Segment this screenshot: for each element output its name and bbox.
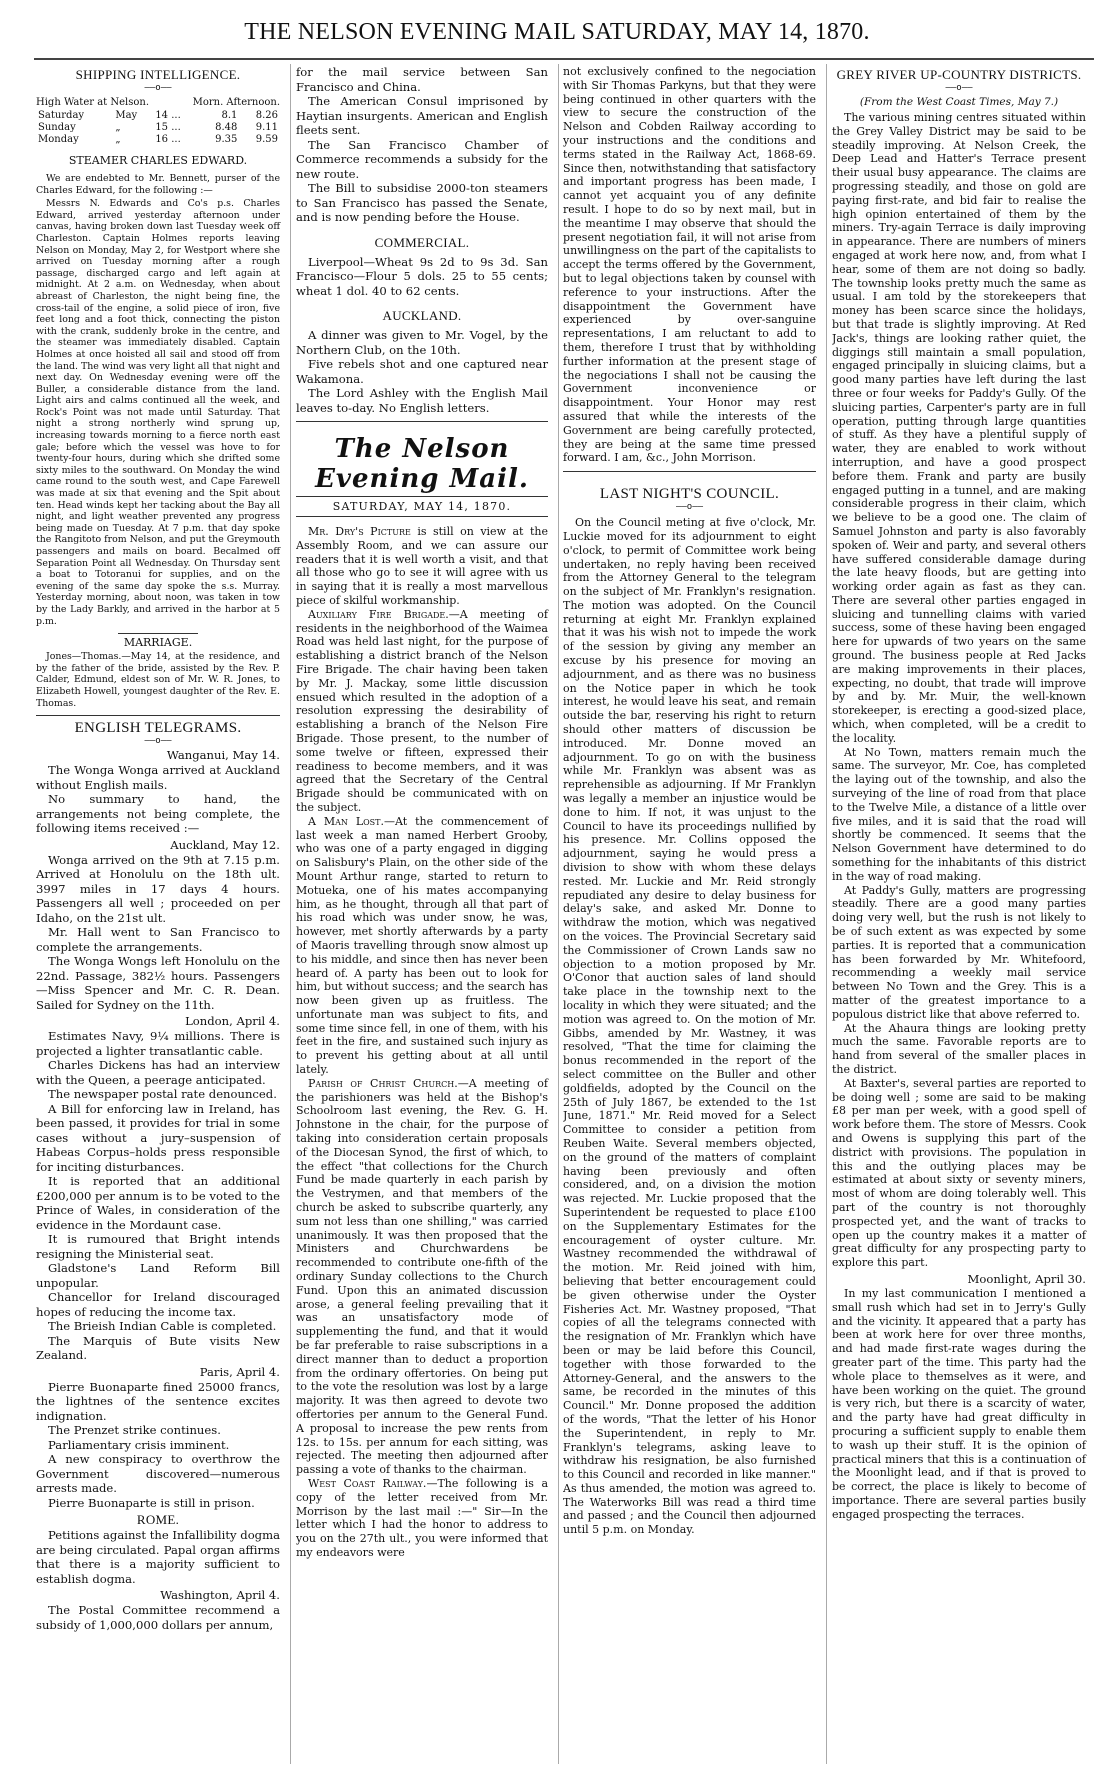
column-1: [36, 65, 288, 1755]
paragraph: At the Ahaura things are looking pretty much the same. Favorable reports are to hand from several of the smaller places in the district.: [832, 1021, 1086, 1076]
tide-month: „: [115, 134, 121, 145]
paragraph: The Wonga Wonga arrived at Auckland without English mails.: [36, 763, 280, 792]
paragraph: [296, 1477, 548, 1560]
grey-river-heading: GREY RIVER UP-COUNTRY DISTRICTS.: [836, 67, 1082, 82]
paragraph: In my last communication I mentioned a small rush which had set in to Jerry's Gully and the vicinity. It appeared that a party has been at work here for over three months, and had made first-rate wages during the greater part of the time. This party had the whole place to themselves as it were, and have been working on the quiet. The ground is very rich, but there is a scarcity of water, and the party have had great difficulty in procuring a sufficient supply to enable them to wash up their stuff. It is the opinion of practical miners that this is a continuation of the Moonlight lead, and if that is proved to be correct, the place is likely to become of importance. There are several parties busily engaged prospecting the terraces.: [832, 1286, 1086, 1521]
lead-in: Parish of Christ Church.: [308, 1076, 458, 1090]
column-3: [563, 65, 824, 1755]
paragraph: The American Consul imprisoned by Haytian insurgents. American and English fleets sent.: [296, 94, 548, 137]
tide-day: Sunday: [38, 122, 76, 133]
masthead-rule: [34, 58, 1094, 60]
paragraph: It is rumoured that Bright intends resigning the Ministerial seat.: [36, 1232, 280, 1261]
ornament: ——o——: [945, 83, 973, 93]
paragraph: [296, 525, 548, 608]
tide-table-header: [36, 97, 280, 108]
paragraph: [296, 1077, 548, 1477]
section-divider: [563, 471, 816, 472]
paragraph: [296, 608, 548, 815]
paragraph: Charles Dickens has had an interview with the Queen, a peerage anticipated.: [36, 1058, 280, 1087]
paragraph: It is reported that an additional £200,000 per annum is to be voted to the Prince of Wales, in consideration of the evidence in the Mordaunt case.: [36, 1174, 280, 1232]
paragraph: Mr. Hall went to San Francisco to complete the arrangements.: [36, 925, 280, 954]
tide-table: [36, 110, 280, 146]
tide-aft: 9.59: [255, 134, 278, 145]
section-divider: [296, 421, 548, 422]
tide-date: 16 ...: [155, 134, 181, 145]
ornament: ——o——: [144, 736, 172, 747]
paragraph: The newspaper postal rate denounced.: [48, 1087, 277, 1102]
paragraph: On the Council meting at five o'clock, Mr. Luckie moved for its adjournment to eight o'clock, to permit of Committee work being undertaken, no reply having been received from the Attorney General to the telegram on the subject of Mr. Franklyn's resignation. The motion was adopted. On the Council returning at eight Mr. Franklyn explained that it was his wish not to impede the work of the session by giving any member an excuse by his presence for moving an adjournment, and as there was no business on the Notice paper in which he took interest, he would leave his seat, and remain outside the bar, reserving his right to return should other matters of discussion be introduced. Mr. Donne moved an adjournment. To go on with the business while Mr. Franklyn was absent was as reprehensible as adjourning. If Mr Franklyn was legally a member an injustice would be done to him. If not, it was unjust to the Council to have its proceedings nullified by his presence. Mr. Collins opposed the adjournment, saying he would press a division to show with whom these delays rested. Mr. Luckie and Mr. Reid strongly repudiated any desire to delay business for delay's sake, and asked Mr. Donne to withdraw the motion, which was negatived on the voices. The Provincial Secretary said the Commissioner of Crown Lands saw no objection to a motion proposed by Mr. O'Conor that auction sales of land should take place in the township next to the locality in which they were situated; and the motion was agreed to. On the motion of Mr. Gibbs, amended by Mr. Wastney, it was resolved, "That the time for claiming the bonus recommended in the report of the select committee on the Buller and other goldfields, adopted by the Council on the 25th of July 1867, be extended to the 1st June, 1871." Mr. Reid moved for a Select Committee to consider a petition from Reuben Waite. Several members objected, on the ground of the matters of complaint having been previously and often considered, and, on a division the motion was rejected. Mr. Luckie proposed that the Superintendent be requested to place £100 on the Supplementary Estimates for the encouragement of oyster culture. Mr. Wastney recommended the withdrawal of the motion. Mr. Reid joined with him, believing that better encouragement could be given otherwise under the Oyster Fisheries Act. Mr. Wastney proposed, "That copies of all the telegrams connected with the resignation of Mr. Franklyn which have been or may be laid before this Council, together with those forwarded to the Attorney-General, and the answers to the same, be recorded in the minutes of this Council." Mr. Donne proposed the addition of the words, "That the letter of his Honor the Superintendent, in reply to Mr. Franklyn's telegrams, asking leave to withdraw his resignation, be also furnished to this Council and recorded in like manner." As thus amended, the motion was agreed to. The Waterworks Bill was read a third time and passed ; and the Council then adjourned until 5 p.m. on Monday.: [563, 516, 816, 1537]
tide-aft: 8.26: [255, 110, 278, 121]
paragraph: At Baxter's, several parties are reported to be doing well ; some are said to be making £8 per man per week, with a good spell of work before them. The store of Messrs. Cook and Owens is supplying this part of the district with provisions. The population in this and the outlying places may be estimated at about sixty or seventy miners, most of whom are doing tolerably well. This part of the country is not thoroughly prospected yet, and the want of tracks to open up the country makes it a matter of great difficulty for any prospecting party to explore this part.: [832, 1076, 1086, 1270]
dateline: Moonlight, April 30.: [967, 1271, 1086, 1286]
steamer-body: Messrs N. Edwards and Co's p.s. Charles Edward, arrived yesterday afternoon under canvas, having broken down last Tuesday week off Charleston. Captain Holmes reports leaving Nelson on Monday, May 2, for Westport where she arrived on Tuesday morning after a rough passage, discharged cargo and left again at midnight. At 2 a.m. on Wednesday, when about abreast of Charleston, the night being fine, the cross-tail of the engine, a solid piece of iron, five feet long and a foot thick, connecting the piston with the crank, suddenly broke in the centre, and the steamer was immediately disabled. Captain Holmes at once hoisted all sail and stood off from the land. The wind was very light all that night and next day. On Wednesday evening were off the Buller, a considerable distance from the land. Light airs and calms continued all the week, and Rock's Point was not made until Saturday. That night a strong northerly wind sprung up, increasing towards morning to a fierce north east gale; before which the vessel was hove to for twenty-four hours, during which she drifted some sixty miles to the southward. On Monday the wind came round to the south west, and Cape Farewell was made at six that evening and the Spit about ten. Head winds kept her tacking about the Bay all night, and light weather prevented any progress being made on Tuesday. At 7 p.m. that day spoke the Rangitoto from Nelson, and put the Greymouth passengers and mails on board. Becalmed off Separation Point all Wednesday. On Thursday sent a boat to Totoranui for supplies, and on the evening of the same day spoke the s.s. Murray. Yesterday morning, about noon, was taken in tow by the Lady Barkly, and arrived in the harbor at 5 p.m.: [36, 198, 280, 627]
steamer-heading: STEAMER CHARLES EDWARD.: [68, 154, 248, 167]
paragraph: A dinner was given to Mr. Vogel, by the Northern Club, on the 10th.: [296, 328, 548, 357]
column-rule: [558, 64, 559, 1764]
lead-in: A Man Lost.: [308, 814, 384, 828]
edition-date: SATURDAY, MAY 14, 1870.: [296, 496, 548, 517]
tide-date: 15 ...: [155, 122, 181, 133]
paragraph: No summary to hand, the arrangements not being complete, the following items received :—: [36, 792, 280, 836]
rome-heading: ROME.: [136, 1512, 180, 1528]
dateline: Paris, April 4.: [199, 1364, 280, 1379]
dateline: Auckland, May 12.: [170, 837, 280, 852]
tide-left-label: High Water at Nelson.: [36, 97, 150, 108]
tide-day: Saturday: [38, 110, 85, 121]
tide-morn: 9.35: [215, 134, 238, 145]
column-2: [296, 65, 556, 1755]
tide-month: May: [115, 110, 138, 121]
paragraph: Pierre Buonaparte fined 25000 francs, the lightnes of the sentence excites indignation.: [36, 1379, 280, 1423]
paragraph: The Prenzet strike continues.: [48, 1423, 221, 1438]
paragraph: The Lord Ashley with the English Mail leaves to-day. No English letters.: [296, 386, 548, 415]
paragraph: Petitions against the Infallibility dogma are being circulated. Papal organ affirms that there is a majority sufficient to establish dogma.: [36, 1528, 280, 1586]
paragraph: At No Town, matters remain much the same. The surveyor, Mr. Coe, has completed the laying out of the township, and also the surveying of the line of road from that place to the Twelve Mile, a distance of a little over five miles, and it is said that the road will shortly be commenced. It seems that the Nelson Government have determined to do something for the inhabitants of this district in the way of road making.: [832, 745, 1086, 883]
english-telegrams-heading: ENGLISH TELEGRAMS.: [74, 720, 242, 737]
tide-day: Monday: [38, 134, 79, 145]
paragraph: for the mail service between San Francisco and China.: [296, 65, 548, 94]
paragraph: Parliamentary crisis imminent.: [48, 1437, 230, 1452]
tide-right-label: Morn. Afternoon.: [192, 97, 280, 108]
paragraph: The Wonga Wongs left Honolulu on the 22nd. Passage, 382½ hours. Passengers—Miss Spencer and Mr. C. R. Dean. Sailed for Sydney on the 11th.: [36, 954, 280, 1012]
paragraph: The Bill to subsidise 2000-ton steamers to San Francisco has passed the Senate, and is now pending before the House.: [296, 181, 548, 224]
paragraph: The Postal Committee recommend a subsidy of 1,000,000 dollars per annum,: [36, 1603, 280, 1632]
auckland-heading: AUCKLAND.: [382, 308, 462, 323]
lead-in: West Coast Railway.: [308, 1476, 427, 1490]
ornament: ——o——: [675, 502, 704, 513]
shipping-heading: SHIPPING INTELLIGENCE.: [75, 67, 241, 82]
tide-aft: 9.11: [255, 122, 278, 133]
paragraph-body: is still on view at the Assembly Room, and we can assure our readers that it is well worth a visit, and that all those who go to see it will agree with us in saying that it is really a most marvellous piece of skilful workmanship.: [296, 525, 548, 607]
column-rule: [290, 64, 291, 1764]
paragraph: not exclusively confined to the negociation with Sir Thomas Parkyns, but that they were being continued in other quarters with the view to secure the construction of the Nelson and Cobden Railway according to your instructions and the conditions and terms stated in the Railway Act, 1868-69. Since then, notwithstanding that satisfactory and important progress has been made, I cannot yet acquaint you of any definite result. I hope to do so by next mail, but in the meantime I may observe that should the present negotiation fail, it will not arise from unwillingness on the part of the capitalists to accept the terms offered by the Government, but to legal objections taken by counsel with reference to your instructions. After the disappointment the Government have experienced by over-sanguine representations, I am reluctant to add to them, therefore I trust that by withholding further information at the present stage of the negociations I shall not be causing the Government inconvenience or disappointment. Your Honor may rest assured that while the interests of the Government are being carefully protected, they are being at the same time pressed forward. I am, &c., John Morrison.: [563, 65, 816, 465]
paragraph: At Paddy's Gully, matters are progressing steadily. There are a good many parties doing very well, but the rush is not likely to be of such extent as was expected by some parties. It is reported that a communication has been forwarded by Mr. Whitefoord, recommending a weekly mail service between No Town and the Grey. This is a matter of the greatest importance to a populous district like that above referred to.: [832, 883, 1086, 1021]
paragraph: Chancellor for Ireland discouraged hopes of reducing the income tax.: [36, 1290, 280, 1319]
lead-in: Auxiliary Fire Brigade.: [308, 607, 449, 621]
tide-month: „: [115, 122, 121, 133]
paragraph-body: —A meeting of residents in the neighborhood of the Waimea Road was held last night, for the purpose of establishing a district branch of the Nelson Fire Brigade. The chair having been taken by Mr. J. Mackay, some little discussion ensued which resulted in the adoption of a resolution expressing the desirability of establishing a branch of the Nelson Fire Brigade. Those present, to the number of some twelve or fifteen, expressed their readiness to become members, and it was agreed that the Secretary of the Central Brigade should be communicated with on the subject.: [296, 607, 548, 814]
paragraph: Gladstone's Land Reform Bill unpopular.: [36, 1261, 280, 1290]
dateline: Wanganui, May 14.: [166, 748, 280, 763]
paragraph: A new conspiracy to overthrow the Government discovered—numerous arrests made.: [36, 1452, 280, 1496]
paragraph: The Brieish Indian Cable is completed.: [48, 1319, 277, 1334]
masthead: THE NELSON EVENING MAIL SATURDAY, MAY 14, 1870.: [244, 19, 870, 45]
paragraph-body: —The following is a copy of the letter received from Mr. Morrison by the last mail :—" Sir—In the letter which I had the honor to address to you on the 27th ult., you were informed that my endeavors were: [296, 1476, 549, 1559]
tide-morn: 8.1: [221, 110, 238, 121]
paragraph: The various mining centres situated within the Grey Valley District may be said to be steadily improving. At Nelson Creek, the Deep Lead and Hatter's Terrace present their usual busy appearance. The claims are progressing steadily, and those on gold are paying first-rate, and bid fair to realise the high opinion entertained of them by the miners. Try-again Terrace is daily improving in appearance. There are numbers of miners engaged at work here now, and, from what I hear, some of them are not doing so badly. The township looks pretty much the same as usual. I am told by the storekeepers that money has been scarce since the holidays, but that trade is slightly improving. At Red Jack's, things are looking rather quiet, the diggings still maintain a small population, engaged principally in sluicing claims, but a good many parties have left during the last three or four weeks for Paddy's Gully. Of the sluicing parties, Carpenter's party are in full operation, putting through large quantities of stuff. As they have a plentiful supply of water, they are enabled to work without interruption, and have a good prospect before them. Frank and party are busily engaged putting in a tunnel, and are making considerable progress in their claim, which we believe to be a good one. The claim of Samuel Johnston and party is also favorably spoken of. Weir and party, and several others have suffered considerable damage during the late heavy floods, but are getting into working order again as fast as they can. There are several other parties engaged in sluicing and tunnelling claims with varied success, some of these having been engaged here for upwards of two years on the same ground. The business people at Red Jacks are making improvements in their places, expecting, no doubt, that trade will improve by and by. Mr. Muir, the well-known storekeeper, is erecting a good-sized place, which, when completed, will be a credit to the locality.: [832, 111, 1086, 745]
tide-morn: 8.48: [215, 122, 238, 133]
tide-row: [36, 110, 280, 122]
council-heading: LAST NIGHT'S COUNCIL.: [599, 486, 780, 503]
column-4: [832, 65, 1094, 1755]
dateline: Washington, April 4.: [160, 1588, 280, 1603]
paragraph: Wonga arrived on the 9th at 7.15 p.m. Arrived at Honolulu on the 18th ult. 3997 miles in 17 days 4 hours. Passengers all well ; proceeded on per Idaho, on the 21st ult.: [36, 852, 280, 925]
paragraph: Liverpool—Wheat 9s 2d to 9s 3d. San Francisco—Flour 5 dols. 25 to 55 cents; wheat 1 dol. 40 to 62 cents.: [296, 254, 548, 298]
source-credit: (From the West Coast Times, May 7.): [859, 96, 1059, 108]
paragraph: A Bill for enforcing law in Ireland, has been passed, it provides for trial in some cases without a jury–suspension of Habeas Corpus–holds press responsible for inciting disturbances.: [36, 1101, 280, 1174]
paragraph-body: —At the commencement of last week a man named Herbert Grooby, who was one of a party engaged in digging on Salisbury's Plain, on the other side of the Mount Arthur range, started to return to Motueka, one of his mates accompanying him, as he thought, through all that part of his road which was under snow, he was, however, met shortly afterwards by a party of Maoris travelling through snow almost up to his middle, and since then has never been heard of. A party has been out to look for him, but without success; and the search has now been given up as fruitless. The unfortunate man was subject to fits, and some time since fell, in one of them, with his feet in the fire, and sustained such injury as to prevent his getting about at all until lately.: [296, 814, 548, 1077]
paragraph-body: —A meeting of the parishioners was held at the Bishop's Schoolroom last evening, the Rev. G. H. Johnstone in the chair, for the purpose of taking into consideration certain proposals of the Diocesan Synod, the first of which, to the effect "that collections for the Church Fund be made quarterly in each parish by the Vestrymen, and that members of the church be asked to subscribe quarterly, any sum not less than one shilling," was carried unanimously. It was then proposed that the Ministers and Churchwardens be recommended to contribute one-fifth of the ordinary Sunday collections to the Church Fund. Upon this an animated discussion arose, a general feeling prevailing that it was an unsatisfactory mode of supplementing the fund, and that it would be far preferable to raise subscriptions in a direct manner than to deduct a proportion from the ordinary offertories. On being put to the vote the resolution was lost by a large majority. It was then agreed to devote two offertories per annum to the General Fund. A proposal to increase the pew rents from 12s. to 15s. per annum for each sitting, was rejected. The meeting then adjourned after passing a vote of thanks to the chairman.: [296, 1076, 548, 1477]
paragraph: Estimates Navy, 9¼ millions. There is projected a lighter transatlantic cable.: [36, 1029, 280, 1058]
marriage-body: Jones—Thomas.—May 14, at the residence, and by the father of the bride, assisted by the Rev. P. Calder, Edmund, eldest son of Mr. W. R. Jones, to Elizabeth Howell, youngest daughter of the Rev. E. Thomas.: [36, 651, 280, 709]
dateline: London, April 4.: [185, 1014, 280, 1029]
paragraph: Five rebels shot and one captured near Wakamona.: [296, 357, 548, 386]
paper-nameplate: The Nelson Evening Mail.: [315, 434, 529, 494]
paragraph: The Marquis of Bute visits New Zealand.: [36, 1333, 280, 1363]
ornament: ——o——: [144, 83, 172, 93]
commercial-heading: COMMERCIAL.: [374, 234, 470, 250]
paragraph: [296, 815, 548, 1077]
section-divider: [36, 715, 280, 716]
steamer-intro: We are endebted to Mr. Bennett, purser of the Charles Edward, for the following :—: [36, 173, 280, 196]
section-divider: [118, 633, 198, 634]
lead-in: Mr. Dry's Picture: [308, 525, 411, 538]
tide-date: 14 ...: [155, 110, 181, 121]
paragraph: Pierre Buonaparte is still in prison.: [48, 1495, 255, 1510]
tide-row: [36, 134, 280, 146]
marriage-heading: MARRIAGE.: [123, 636, 193, 650]
paragraph: The San Francisco Chamber of Commerce recommends a subsidy for the new route.: [296, 137, 548, 181]
column-rule: [826, 64, 827, 1764]
tide-row: [36, 122, 280, 134]
